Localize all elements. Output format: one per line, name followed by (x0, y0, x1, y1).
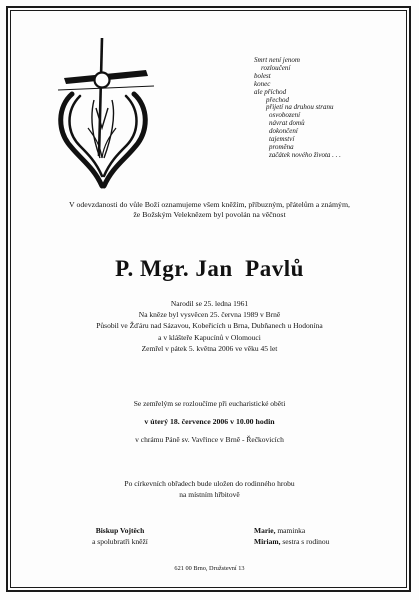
poem (254, 57, 404, 160)
cross-with-praying-figure-icon (50, 36, 162, 196)
poem-line: konec (254, 79, 271, 88)
intro-line: že Božským Veleknězem byl povolán na věčnost (133, 210, 286, 219)
poem-line: začátek nového života . . . (269, 150, 341, 159)
sister-name: Miriam, (254, 537, 281, 546)
sister-role: sestra s rodinou (280, 537, 330, 546)
announcement-intro (20, 200, 399, 220)
deceased-name: P. Mgr. Jan Pavlů (115, 256, 304, 281)
ceremony-place: v chrámu Páně sv. Vavřince v Brně - Řečkovicích (135, 435, 284, 444)
burial-line: Po církevních obřadech bude uložen do rodinného hrobu (124, 479, 295, 488)
poem-line: ale příchod (254, 87, 287, 96)
address: 621 00 Brno, Družstevní 13 (174, 565, 245, 572)
signature-priests: a spolubratři kněží (92, 537, 148, 546)
mother-role: maminka (275, 526, 306, 535)
poem-line: osvobození (269, 111, 301, 120)
biography (20, 298, 399, 354)
poem-line: přechod (266, 95, 289, 104)
bio-line: Zemřel v pátek 5. května 2006 ve věku 45 let (141, 343, 278, 353)
bio-line: a v klášteře Kapucínů v Olomouci (158, 332, 261, 342)
bio-line: Na kněze byl vysvěcen 25. června 1989 v Brně (138, 310, 281, 320)
poem-line: rozloučení (261, 63, 291, 72)
signature-clergy (60, 525, 180, 547)
poem-line: bolest (254, 71, 271, 80)
poem-line: Smrt není jenom (254, 56, 300, 64)
farewell-text: Se zemřelým se rozloučíme při eucharistické oběti (133, 399, 286, 408)
poem-line: proměna (269, 142, 294, 151)
poem-line: tajemství (269, 135, 295, 144)
signature-mother (254, 525, 404, 536)
signature-family (254, 525, 404, 547)
intro-line: V odevzdanosti do vůle Boží oznamujeme všem kněžím, příbuzným, přátelům a známým, (69, 200, 350, 209)
bio-line: Působil ve Žďáru nad Sázavou, Kobeřicích u Brna, Dubňanech u Hodonína (96, 321, 323, 331)
burial-info (20, 478, 399, 500)
bio-line: Narodil se 25. ledna 1961 (170, 299, 249, 308)
signature-sister (254, 536, 404, 547)
mother-name: Marie, (254, 526, 276, 535)
poem-line: dokončení (269, 127, 298, 136)
poem-line: návrat domů (269, 119, 305, 128)
burial-line: na místním hřbitově (179, 490, 240, 499)
ceremony-date: v úterý 18. července 2006 v 10.00 hodin (144, 417, 275, 426)
poem-line: přijetí na druhou stranu (266, 103, 334, 112)
signature-bishop: Biskup Vojtěch (95, 526, 145, 535)
